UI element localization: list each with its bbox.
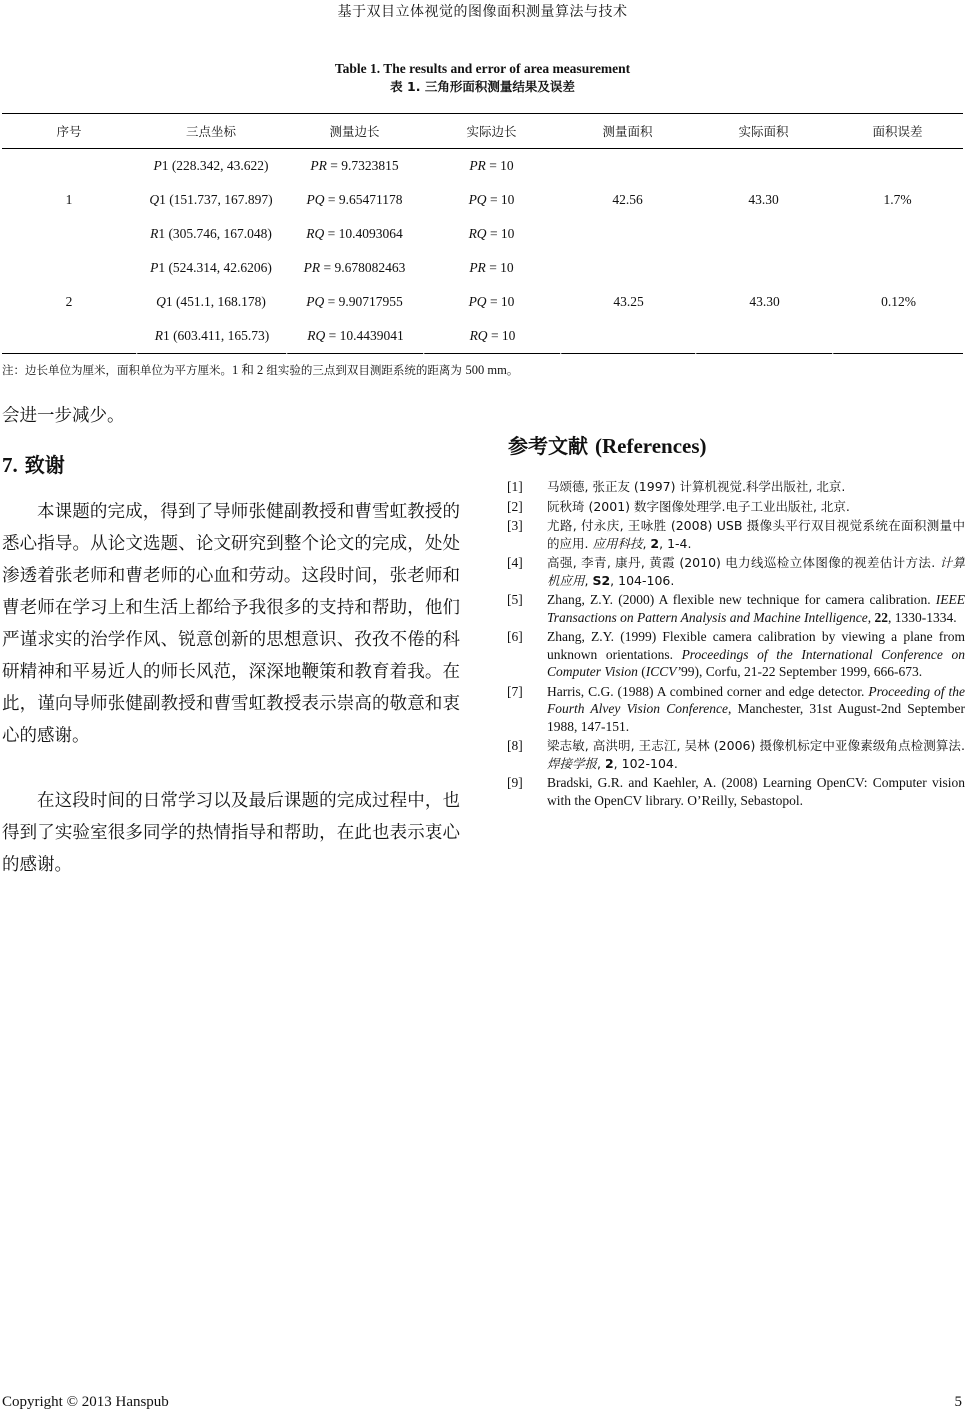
col-header-index: 序号 bbox=[2, 113, 136, 149]
section-title: 致谢 bbox=[24, 453, 65, 477]
actual-side-cell: PR = 10 bbox=[469, 260, 514, 275]
copyright-footer: Copyright © 2013 Hanspub bbox=[2, 1394, 169, 1410]
col-header-area-error: 面积误差 bbox=[832, 113, 963, 149]
reference-list bbox=[507, 478, 965, 811]
measured-side-cell: PR = 9.7323815 bbox=[310, 158, 399, 173]
references-title-en: (References) bbox=[594, 434, 707, 458]
group-id-cell: 1 bbox=[65, 192, 73, 207]
reference-item: [2] 阮秋琦 (2001) 数字图像处理学.电子工业出版社, 北京. bbox=[507, 498, 850, 514]
reference-item: [1] 马颂德, 张正友 (1997) 计算机视觉.科学出版社, 北京. bbox=[507, 479, 846, 494]
running-header: 基于双目立体视觉的图像面积测量算法与技术 bbox=[337, 4, 628, 20]
measured-side-cell: PR = 9.678082463 bbox=[303, 260, 406, 275]
measured-side-cell: RQ = 10.4093064 bbox=[306, 226, 403, 241]
area-error-cell: 1.7% bbox=[883, 192, 912, 207]
table-caption bbox=[0, 60, 965, 96]
coord-cell: P1 (228.342, 43.622) bbox=[153, 158, 269, 173]
measured-side-cell: PQ = 9.65471178 bbox=[306, 192, 403, 207]
results-table bbox=[2, 113, 963, 354]
measured-area-cell: 43.25 bbox=[560, 251, 695, 354]
references-heading bbox=[508, 430, 707, 459]
measured-area-cell: 42.56 bbox=[612, 192, 643, 207]
actual-area-cell: 43.30 bbox=[748, 192, 779, 207]
table-caption-en: Table 1. The results and error of area measurement bbox=[334, 61, 631, 76]
table-note: 注：边长单位为厘米，面积单位为平方厘米。1 和 2 组实验的三点到双目测距系统的距离为 500 mm。 bbox=[2, 363, 519, 377]
group-id-cell: 2 bbox=[2, 251, 136, 354]
actual-side-cell: PR = 10 bbox=[469, 158, 514, 173]
references-title-zh: 参考文献 bbox=[508, 434, 588, 458]
reference-item: [9] Bradski, G.R. and Kaehler, A. (2008) Learning OpenCV: Computer vision with the OpenCV library. O’Reilly, Sebastopol. bbox=[507, 775, 965, 808]
table-row bbox=[2, 251, 963, 285]
reference-item: [4] 高强, 李青, 康丹, 黄霞 (2010) 电力线巡检立体图像的视差估计方法. 计算机应用, S2, 104-106. bbox=[507, 555, 965, 588]
section-heading bbox=[2, 449, 65, 478]
area-error-cell: 0.12% bbox=[832, 251, 963, 354]
reference-item: [6] Zhang, Z.Y. (1999) Flexible camera calibration by viewing a plane from unknown orientations. Proceedings of the International Conference on Computer Vision (ICCV’99), Corfu, 21-22 September 1999, 666-673. bbox=[507, 629, 965, 679]
col-header-measured-side: 测量边长 bbox=[286, 113, 423, 149]
acknowledgement-paragraph-1: 本课题的完成，得到了导师张健副教授和曹雪虹教授的悉心指导。从论文选题、论文研究到整个论文的完成，处处渗透着张老师和曹老师的心血和劳动。这段时间，张老师和曹老师在学习上和生活上都给予我很多的支持和帮助，他们严谨求实的治学作风、锐意创新的思想意识、孜孜不倦的科研精神和平易近人的师长风范，深深地鞭策和教育着我。在此，谨向导师张健副教授和曹雪虹教授表示崇高的敬意和衷心的感谢。 bbox=[2, 502, 460, 746]
col-header-actual-area: 实际面积 bbox=[695, 113, 832, 149]
measured-side-cell: PQ = 9.90717955 bbox=[306, 294, 403, 309]
reference-item: [5] Zhang, Z.Y. (2000) A flexible new technique for camera calibration. IEEE Transactions on Pattern Analysis and Machine Intelligence, 22, 1330-1334. bbox=[507, 592, 965, 625]
actual-side-cell: PQ = 10 bbox=[468, 192, 515, 207]
table-caption-zh: 表 1. 三角形面积测量结果及误差 bbox=[390, 79, 575, 94]
table-row bbox=[2, 149, 963, 183]
actual-side-cell: RQ = 10 bbox=[468, 226, 515, 241]
page-number: 5 bbox=[954, 1394, 962, 1410]
coord-cell: R1 (603.411, 165.73) bbox=[136, 319, 286, 354]
section-number: 7. bbox=[2, 453, 18, 477]
acknowledgement-paragraph-2: 在这段时间的日常学习以及最后课题的完成过程中，也得到了实验室很多同学的热情指导和帮助，在此也表示衷心的感谢。 bbox=[2, 791, 460, 875]
reference-item: [8] 梁志敏, 高洪明, 王志江, 吴林 (2006) 摄像机标定中亚像素级角点检测算法. 焊接学报, 2, 102-104. bbox=[507, 738, 965, 771]
coord-cell: Q1 (151.737, 167.897) bbox=[149, 192, 273, 207]
reference-item: [3] 尤路, 付永庆, 王咏胜 (2008) USB 摄像头平行双目视觉系统在面积测量中的应用. 应用科技, 2, 1-4. bbox=[507, 518, 965, 551]
carry-over-line: 会进一步减少。 bbox=[2, 406, 125, 426]
coord-cell: R1 (305.746, 167.048) bbox=[150, 226, 272, 241]
col-header-measured-area: 测量面积 bbox=[560, 113, 695, 149]
col-header-actual-side: 实际边长 bbox=[423, 113, 560, 149]
coord-cell: P1 (524.314, 42.6206) bbox=[150, 260, 272, 275]
col-header-coords: 三点坐标 bbox=[136, 113, 286, 149]
actual-side-cell: RQ = 10 bbox=[423, 319, 560, 354]
actual-area-cell: 43.30 bbox=[695, 251, 832, 354]
measured-side-cell: RQ = 10.4439041 bbox=[286, 319, 423, 354]
actual-side-cell: PQ = 10 bbox=[468, 294, 515, 309]
table-header-row bbox=[2, 113, 963, 149]
coord-cell: Q1 (451.1, 168.178) bbox=[156, 294, 266, 309]
reference-item: [7] Harris, C.G. (1988) A combined corner and edge detector. Proceeding of the Fourth Alvey Vision Conference, Manchester, 31st August-2nd September 1988, 147-151. bbox=[507, 683, 965, 734]
